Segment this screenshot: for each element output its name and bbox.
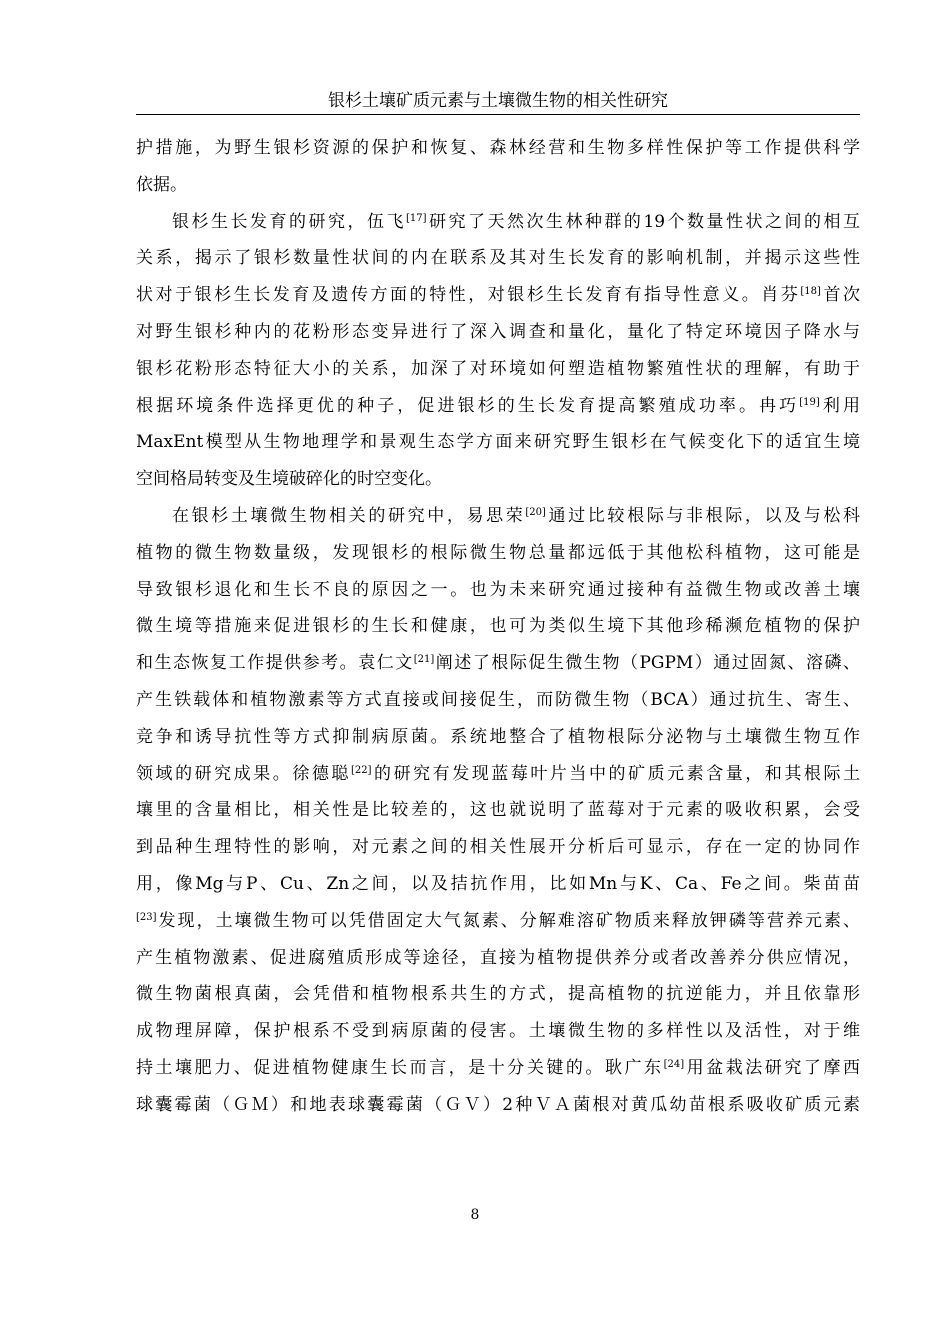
text-line: 到品种生理特性的影响，对元素之间的相关性展开分析后可显示，存在一定的协同作 — [136, 837, 860, 858]
header-rule — [136, 114, 860, 115]
text-line: 关系，揭示了银杉数量性状间的内在联系及其对生长发育的影响机制，并揭示这些性 — [136, 248, 860, 269]
citation-ref: [24] — [663, 1058, 685, 1070]
text-line: 领域的研究成果。徐德聪[22]的研究有发现蓝莓叶片当中的矿质元素含量，和其根际土 — [136, 763, 861, 784]
text-line: 成物理屏障，保护根系不受到病原菌的侵害。土壤微生物的多样性以及活性，对于维 — [136, 1021, 860, 1042]
citation-ref: [21] — [413, 654, 435, 666]
text-line: 微生物菌根真菌，会凭借和植物根系共生的方式，提高植物的抗逆能力，并且依靠形 — [136, 984, 860, 1005]
citation-ref: [19] — [799, 396, 820, 408]
text-line: 产生植物激素、促进腐殖质形成等途径，直接为植物提供养分或者改善养分供应情况， — [136, 947, 860, 968]
text-line: 银杉花粉形态特征大小的关系，加深了对环境如何塑造植物繁殖性状的理解，有助于 — [136, 358, 860, 379]
text-line: [23]发现，土壤微生物可以凭借固定大气氮素、分解难溶矿物质来释放钾磷等营养元素、 — [136, 910, 860, 931]
text-line: 依据。 — [136, 174, 187, 195]
text-line: 和生态恢复工作提供参考。袁仁文[21]阐述了根际促生微生物（PGPM）通过固氮、溶磷、 — [136, 653, 860, 674]
text-line: 在银杉土壤微生物相关的研究中，易思荣[20]通过比较根际与非根际，以及与松科 — [172, 505, 861, 526]
text-line: 球囊霉菌（ＧＭ）和地表球囊霉菌（ＧＶ）2种ＶＡ菌根对黄瓜幼苗根系吸收矿质元素 — [136, 1094, 860, 1115]
text-line: 状对于银杉生长发育及遗传方面的特性，对银杉生长发育有指导性意义。肖芬[18]首次 — [136, 285, 861, 306]
citation-ref: [17] — [405, 212, 427, 224]
body-text — [136, 130, 860, 1124]
text-line: 植物的微生物数量级，发现银杉的根际微生物总量都远低于其他松科植物，这可能是 — [136, 542, 860, 563]
text-line: MaxEnt模型从生物地理学和景观生态学方面来研究野生银杉在气候变化下的适宜生境 — [136, 432, 860, 453]
text-line: 产生铁载体和植物激素等方式直接或间接促生，而防微生物（BCA）通过抗生、寄生、 — [136, 689, 860, 710]
citation-ref: [22] — [350, 764, 372, 776]
text-line: 对野生银杉种内的花粉形态变异进行了深入调查和量化，量化了特定环境因子降水与 — [136, 321, 860, 342]
page-number: 8 — [470, 1207, 480, 1223]
text-line: 导致银杉退化和生长不良的原因之一。也为未来研究通过接种有益微生物或改善土壤 — [136, 579, 860, 600]
text-line: 银杉生长发育的研究，伍飞[17]研究了天然次生林种群的19个数量性状之间的相互 — [172, 211, 861, 232]
text-line: 持土壤肥力、促进植物健康生长而言，是十分关键的。耿广东[24]用盆栽法研究了摩西 — [136, 1057, 861, 1078]
text-line: 壤里的含量相比，相关性是比较差的，这也就说明了蓝莓对于元素的吸收积累，会受 — [136, 800, 860, 821]
text-line: 护措施，为野生银杉资源的保护和恢复、森林经营和生物多样性保护等工作提供科学 — [136, 138, 860, 158]
text-line: 根据环境条件选择更优的种子，促进银杉的生长发育提高繁殖成功率。冉巧[19]利用 — [136, 395, 861, 416]
text-line: 竞争和诱导抗性等方式抑制病原菌。系统地整合了植物根际分泌物与土壤微生物互作 — [136, 726, 860, 747]
citation-ref: [18] — [800, 286, 821, 298]
running-header: 银杉土壤矿质元素与土壤微生物的相关性研究 — [328, 91, 668, 111]
text-line: 微生境等措施来促进银杉的生长和健康，也可为类似生境下其他珍稀濒危植物的保护 — [136, 616, 860, 637]
text-line: 空间格局转变及生境破碎化的时空变化。 — [136, 469, 442, 490]
text-line: 用，像Mg与P、Cu、Zn之间，以及拮抗作用，比如Mn与K、Ca、Fe之间。柴苗苗 — [136, 873, 860, 894]
citation-ref: [23] — [136, 911, 157, 923]
citation-ref: [20] — [525, 506, 546, 518]
